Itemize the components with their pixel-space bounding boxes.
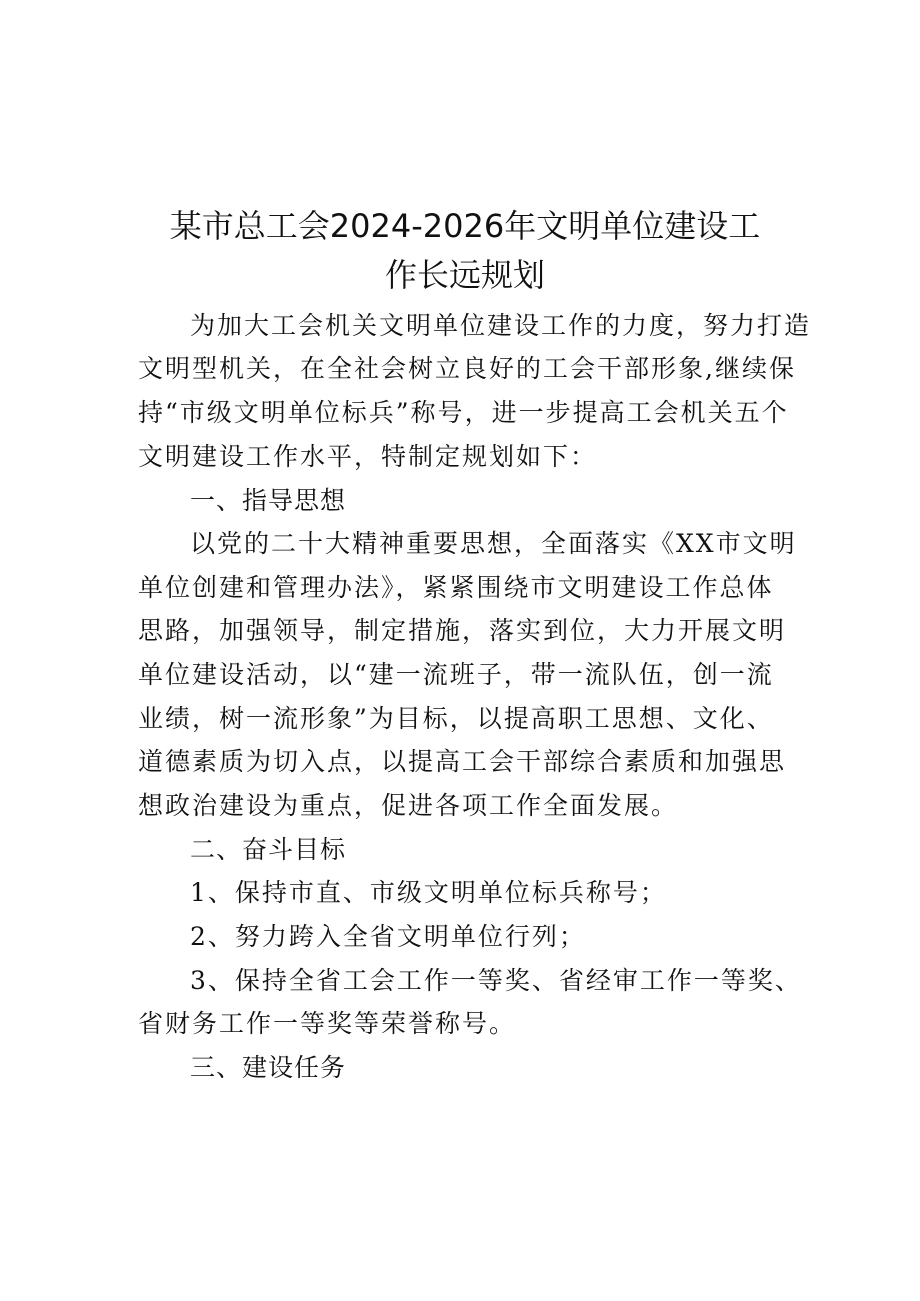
goal-item: 1、保持市直、市级文明单位标兵称号； — [190, 878, 667, 907]
section-1-line: 思路，加强领导，制定措施，落实到位，大力开展文明 — [138, 616, 787, 645]
intro-line: 为加大工会机关文明单位建设工作的力度，努力打造 — [190, 311, 812, 340]
section-heading-construction-tasks: 三、建设任务 — [190, 1053, 347, 1082]
section-1-line: 单位创建和管理办法》，紧紧围绕市文明建设工作总体 — [138, 573, 774, 602]
section-1-line: 业绩，树一流形象”为目标，以提高职工思想、文化、 — [138, 704, 774, 733]
intro-line: 持“市级文明单位标兵”称号，进一步提高工会机关五个 — [138, 398, 789, 427]
section-1-line: 以党的二十大精神重要思想，全面落实《XX市文明 — [190, 529, 797, 558]
goal-item: 3、保持全省工会工作一等奖、省经审工作一等奖、 — [190, 966, 802, 995]
goal-item: 2、努力跨入全省文明单位行列； — [190, 922, 586, 951]
document-title-line-2: 作长远规划 — [384, 256, 545, 294]
section-1-line: 单位建设活动，以“建一流班子，带一流队伍，创一流 — [138, 660, 774, 689]
section-1-line: 想政治建设为重点，促进各项工作全面发展。 — [138, 791, 679, 820]
section-heading-goals: 二、奋斗目标 — [190, 835, 347, 864]
document-title-line-1: 某市总工会2024-2026年文明单位建设工 — [169, 207, 761, 245]
section-1-line: 道德素质为切入点，以提高工会干部综合素质和加强思 — [138, 747, 787, 776]
section-heading-guiding-ideology: 一、指导思想 — [190, 486, 347, 515]
intro-line: 文明型机关，在全社会树立良好的工会干部形象,继续保 — [138, 354, 796, 383]
intro-line: 文明建设工作水平，特制定规划如下： — [138, 442, 598, 471]
goal-item-continuation: 省财务工作一等奖等荣誉称号。 — [138, 1009, 517, 1038]
